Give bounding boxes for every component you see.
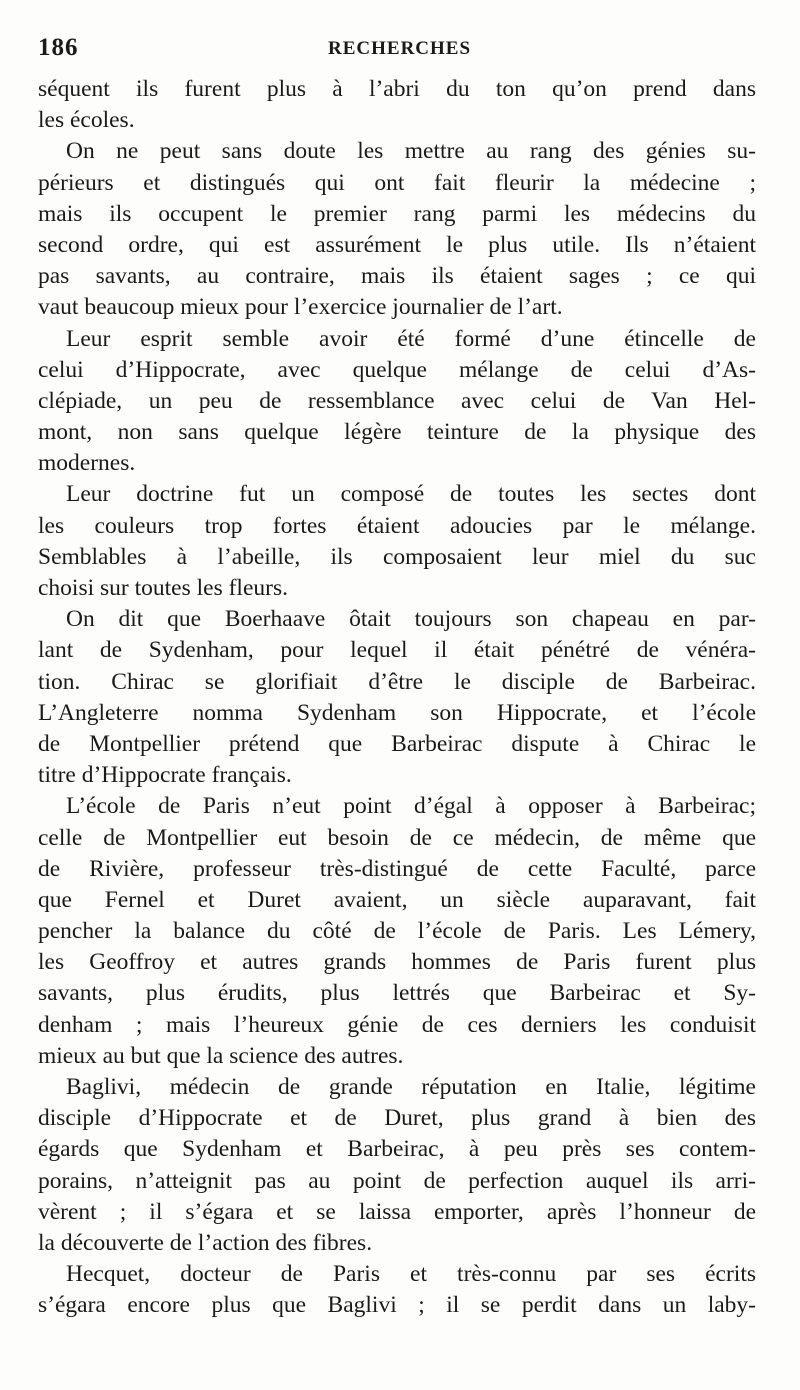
text-line: Hecquet, docteur de Paris et très-connu par ses écrits (66, 1261, 756, 1288)
text-line: L’Angleterre nomma Sydenham son Hippocrate, et l’école (38, 699, 756, 726)
text-line: pas savants, au contraire, mais ils étaient sages ; ce qui (38, 263, 756, 290)
text-line: Semblables à l’abeille, ils composaient leur miel du suc (38, 543, 756, 570)
text-line: les Geoffroy et autres grands hommes de Paris furent plus (38, 949, 756, 976)
text-line: L’école de Paris n’eut point d’égal à opposer à Barbeirac; (66, 793, 756, 820)
text-line: périeurs et distingués qui ont fait fleurir la médecine ; (38, 169, 756, 196)
text-line: second ordre, qui est assurément le plus utile. Ils n’étaient (38, 231, 756, 258)
text-line: titre d’Hippocrate français. (38, 762, 292, 789)
text-line: disciple d’Hippocrate et de Duret, plus grand à bien des (38, 1105, 756, 1132)
text-line: On dit que Boerhaave ôtait toujours son chapeau en par- (66, 606, 756, 633)
text-line: séquent ils furent plus à l’abri du ton qu’on prend dans (38, 76, 756, 102)
text-line: clépiade, un peu de ressemblance avec celui de Van Hel- (38, 387, 756, 414)
text-line: On ne peut sans doute les mettre au rang des génies su- (66, 138, 756, 165)
text-line: de Montpellier prétend que Barbeirac dispute à Chirac le (38, 730, 756, 757)
text-line: égards que Sydenham et Barbeirac, à peu près ses contem- (38, 1136, 756, 1163)
text-line: mieux au but que la science des autres. (38, 1042, 404, 1069)
text-line: denham ; mais l’heureux génie de ces derniers les conduisit (38, 1011, 756, 1038)
page-number: 186 (38, 34, 79, 61)
text-line: vèrent ; il s’égara et se laissa emporter, après l’honneur de (38, 1198, 756, 1225)
text-line: celui d’Hippocrate, avec quelque mélange de celui d’As- (38, 356, 756, 383)
text-line: Leur doctrine fut un composé de toutes les sectes dont (66, 481, 756, 508)
text-line: s’égara encore plus que Baglivi ; il se perdit dans un laby- (38, 1292, 756, 1319)
text-line: lant de Sydenham, pour lequel il était pénétré de vénéra- (38, 637, 756, 664)
text-line: de Rivière, professeur très-distingué de cette Faculté, parce (38, 855, 756, 882)
text-line: choisi sur toutes les fleurs. (38, 575, 288, 601)
text-line: modernes. (38, 450, 136, 477)
text-line: tion. Chirac se glorifiait d’être le disciple de Barbeirac. (38, 668, 756, 695)
text-line: vaut beaucoup mieux pour l’exercice journalier de l’art. (38, 294, 563, 321)
body-text (38, 74, 756, 1322)
text-line: savants, plus érudits, plus lettrés que Barbeirac et Sy- (38, 980, 756, 1007)
text-line: que Fernel et Duret avaient, un siècle auparavant, fait (38, 886, 756, 913)
text-line: mont, non sans quelque légère teinture de la physique des (38, 419, 756, 446)
text-line: porains, n’atteignit pas au point de perfection auquel ils arri- (38, 1167, 756, 1194)
text-line: celle de Montpellier eut besoin de ce médecin, de même que (38, 824, 756, 851)
text-line: pencher la balance du côté de l’école de Paris. Les Lémery, (38, 918, 756, 945)
page-header (38, 30, 758, 66)
text-line: les couleurs trop fortes étaient adoucies par le mélange. (38, 512, 756, 539)
text-line: Leur esprit semble avoir été formé d’une étincelle de (66, 325, 756, 352)
text-line: les écoles. (38, 107, 135, 134)
text-line: mais ils occupent le premier rang parmi les médecins du (38, 200, 756, 227)
text-line: Baglivi, médecin de grande réputation en Italie, légitime (66, 1074, 756, 1100)
running-head: RECHERCHES (328, 38, 472, 59)
text-line: la découverte de l’action des fibres. (38, 1229, 373, 1256)
